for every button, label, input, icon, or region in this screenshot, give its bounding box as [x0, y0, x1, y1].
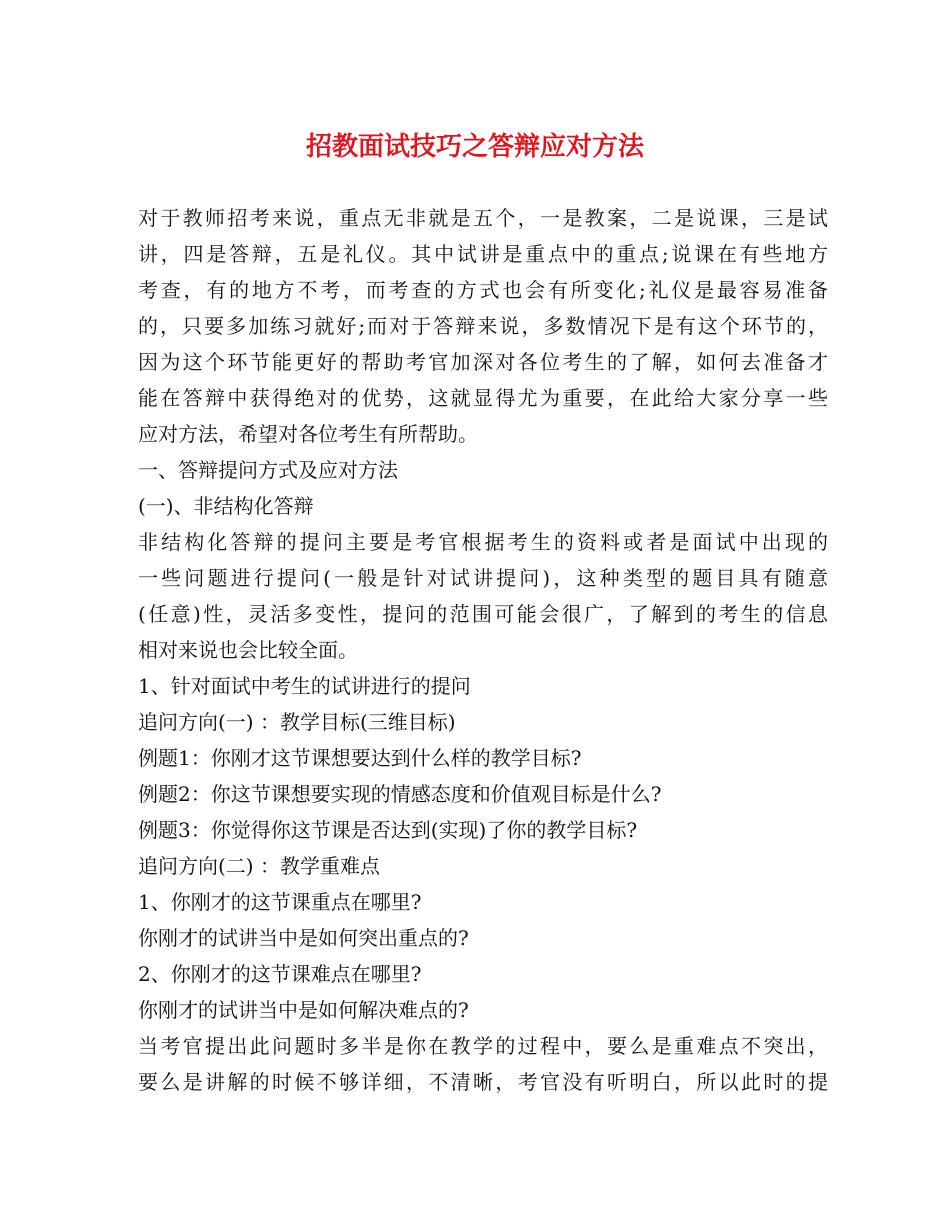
example-question: 例题1：你刚才这节课想要达到什么样的教学目标?	[138, 746, 582, 770]
paragraph-line: (任意)性，灵活多变性，提问的范围可能会很广，了解到的考生的信息	[138, 602, 828, 626]
example-question: 例题3：你觉得你这节课是否达到(实现)了你的教学目标?	[138, 818, 638, 842]
example-question: 例题2：你这节课想要实现的情感态度和价值观目标是什么?	[138, 782, 662, 806]
list-heading: 1、针对面试中考生的试讲进行的提问	[138, 674, 471, 698]
paragraph-line: 考查，有的地方不考，而考查的方式也会有所变化;礼仪是最容易准备	[138, 278, 828, 302]
paragraph-line: 要么是讲解的时候不够详细，不清晰，考官没有听明白，所以此时的提	[138, 1070, 828, 1094]
question-direction: 追问方向(二) ：教学重难点	[138, 854, 380, 878]
list-item: 1、你刚才的这节课重点在哪里?	[138, 890, 422, 914]
paragraph-line: 能在答辩中获得绝对的优势，这就显得尤为重要，在此给大家分享一些	[138, 386, 828, 410]
paragraph-line: 因为这个环节能更好的帮助考官加深对各位考生的了解，如何去准备才	[138, 350, 828, 374]
list-item: 你刚才的试讲当中是如何解决难点的?	[138, 998, 469, 1022]
question-direction: 追问方向(一) ：教学目标(三维目标)	[138, 710, 456, 734]
section-heading: 一、答辩提问方式及应对方法	[138, 458, 398, 482]
paragraph-line: 当考官提出此问题时多半是你在教学的过程中，要么是重难点不突出，	[138, 1034, 828, 1058]
document-body	[138, 200, 828, 1100]
subsection-heading: (一)、非结构化答辩	[138, 494, 314, 518]
paragraph-line: 非结构化答辩的提问主要是考官根据考生的资料或者是面试中出现的	[138, 530, 828, 554]
paragraph-line: 相对来说也会比较全面。	[138, 638, 358, 662]
list-item: 你刚才的试讲当中是如何突出重点的?	[138, 926, 469, 950]
paragraph-line: 的，只要多加练习就好;而对于答辩来说，多数情况下是有这个环节的，	[138, 314, 828, 338]
paragraph-line: 应对方法，希望对各位考生有所帮助。	[138, 422, 478, 446]
page-title: 招教面试技巧之答辩应对方法	[305, 132, 644, 162]
list-item: 2、你刚才的这节课难点在哪里?	[138, 962, 422, 986]
paragraph-line: 对于教师招考来说，重点无非就是五个，一是教案，二是说课，三是试	[138, 206, 828, 230]
paragraph-line: 讲，四是答辩，五是礼仪。其中试讲是重点中的重点;说课在有些地方	[138, 242, 828, 266]
paragraph-line: 一些问题进行提问(一般是针对试讲提问)，这种类型的题目具有随意	[138, 566, 828, 590]
